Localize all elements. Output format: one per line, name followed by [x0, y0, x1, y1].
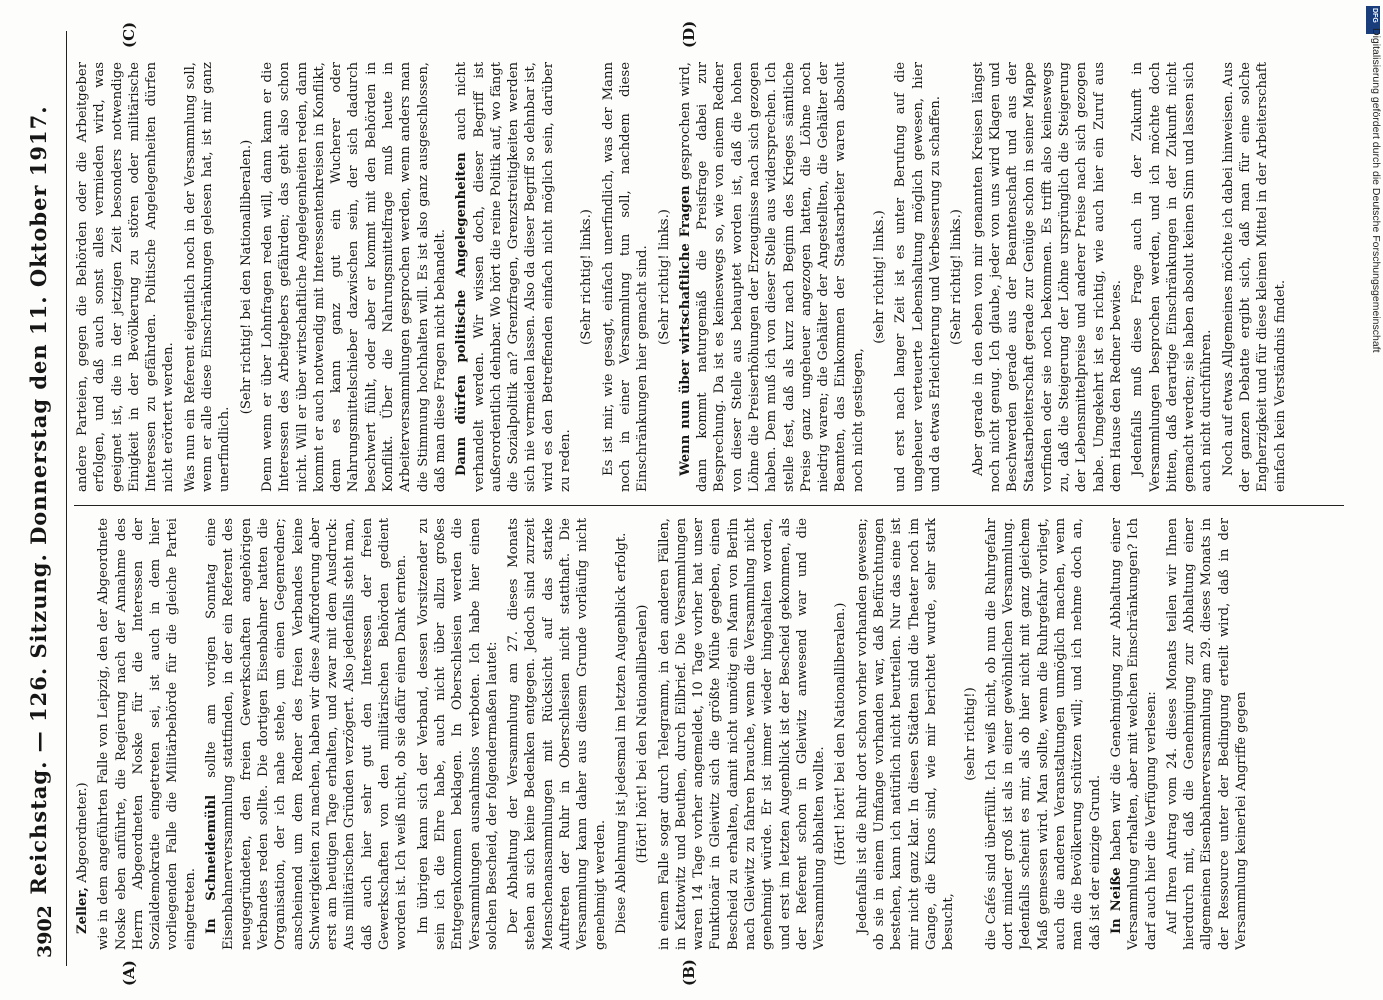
paragraph-text: Es ist mir, wie gesagt, einfach unerfindlich, was der Mann noch in einer Versammlung tun soll, nachdem diese Einschränkungen hier gemacht sind.	[600, 62, 651, 492]
paragraph-text: wie in dem angeführten Falle von Leipzig, den der Abgeordnete Noske eben anführte, die Regierung nach der Annahme des Herrn Abgeordneten Noske für die Interessen der Sozialdemokratie eingetreten sei, ist auch in dem hier vorliegenden Falle die Militärbehörde für die gleiche Partei eingetreten.	[96, 518, 198, 950]
paragraph-text: Abgeordneter.)	[75, 782, 90, 887]
paragraph-text: Jedenfalls ist die Ruhr dort schon vorher vorhanden gewesen; ob sie in einem Umfange vorhanden war, daß Befürchtungen bestehen, kann ich natürlich nicht beurteilen. Nur das eine ist mir nicht ganz klar. In diesen Städten sind die Theater noch im Gange, die Kinos sind, wie mir berichtet wurde, sehr stark besucht,	[854, 518, 957, 950]
interjection	[832, 518, 849, 950]
paragraph-text: sollte am vorigen Sonntag eine Eisenbahnerversammlung stattfinden, in der ein Referent des neugegründeten, den freien Gewerkschaften angehörigen Verbandes reden sollte. Die dortigen Eisenbahner hatten die Organisation, der ich nahe stehe, um einen Gegenredner; anscheinend um dem Redner des freien Verbandes keine Schwierigkeiten zu machen, haben wir diese Aufforderung aber erst am heutigen Tage erhalten, und zwar mit dem Ausdruck: Aus militärischen Gründen verzögert. Also jedenfalls steht man, daß auch hier sehr gut den Interessen der freien Gewerkschaften von den militärischen Behörden gedient worden ist. Ich weiß nicht, ob sie dafür einen Dank ernten.	[204, 518, 410, 950]
paragraph-text: Was nun ein Referent eigentlich noch in der Versammlung soll, wenn er alle diese Einschränkungen gelesen hat, ist mir ganz unerfindlich.	[182, 62, 233, 492]
interjection	[578, 62, 595, 492]
paragraph-text: in einem Falle sogar durch Telegramm, in den anderen Fällen, in Kattowitz und Beuthen, durch Eilbrief. Die Versammlungen waren 14 Tage vorher angemeldet, 10 Tage vorher hat unser Funktionär in Gleiwitz sich die größte Mühe gegeben, einen Bescheid zu erhalten, damit nicht unnötig ein Mann von Berlin nach Gleiwitz zu fahren brauche, wenn die Versammlung nicht genehmigt würde. Er ist immer wieder hingehalten worden, und erst im letzten Augenblick ist der Bescheid gekommen, als der Referent schon in Gleiwitz anwesend war und die Versammlung abhalten wollte.	[656, 518, 828, 950]
paragraph	[983, 518, 1104, 950]
emphasis: Zeller,	[75, 886, 90, 934]
paragraph	[505, 518, 609, 950]
paragraph	[1164, 518, 1250, 950]
paragraph-text: gesprochen wird, dann kommt naturgemäß die Preisfrage dabei zur Besprechung. Da ist es keineswegs so, wie von einem Redner von dieser Stelle aus behauptet worden ist, daß die hohen Löhne die Preiserhöhungen der Erzeugnisse nach sich gezogen haben. Dem muß ich von dieser Stelle aus widersprechen. Ich stelle fest, daß als kurz nach Beginn des Krieges sämtliche Preise ganz ungeheuer angezogen hatten, die Löhne noch niedrig waren; die Gehälter der Angestellten, die Gehälter der Beamten, das Einkommen der Staatsarbeiter waren absolut noch nicht gestiegen,	[677, 62, 866, 492]
paragraph-text: Denn wenn er über Lohnfragen reden will, dann kann er die Interessen des Arbeitgebers gefährden; das geht also schon nicht. Will er über wirtschaftliche Angelegenheiten reden, dann kommt er auch notwendig mit Interessentenkreisen in Konflikt, denn es kann ganz gut ein Wucherer oder Nahrungsmittelschieber dazwischen sein, der sich dadurch beschwert fühlt, oder aber er kommt mit den Behörden in Konflikt. Über die Nahrungsmittelfrage muß heute in Arbeiterversammlungen gesprochen werden, wenn anders man die Stimmung hochhalten will. Es ist also ganz ausgeschlossen, daß man diese Fragen nicht behandelt.	[259, 62, 448, 492]
paragraph	[854, 518, 958, 950]
left-column	[74, 518, 1354, 950]
interjection	[238, 62, 255, 492]
paragraph	[453, 62, 574, 492]
interjection	[871, 62, 888, 492]
right-column	[74, 62, 1354, 492]
paragraph	[203, 518, 411, 950]
paragraph-text: (Sehr richtig! links.)	[949, 209, 965, 345]
paragraph-text: (sehr richtig!)	[962, 687, 978, 781]
interjection	[948, 62, 965, 492]
paragraph-text: andere Parteien, gegen die Behörden oder die Arbeitgeber erfolgen, und daß auch sonst alles vermieden wird, was geeignet ist, die in der jetzigen Zeit besonders notwendige Einigkeit in der Bevölkerung zu stören oder militärische Interessen zu gefährden. Politische Angelegenheiten dürfen nicht erörtert werden.	[75, 62, 177, 492]
page-header	[12, 0, 72, 1000]
emphasis: Wenn nun über wirtschaftliche Fragen	[677, 185, 693, 476]
paragraph-text: Diese Ablehnung ist jedesmal im letzten Augenblick erfolgt.	[613, 532, 629, 934]
margin-marker-a: (A)	[120, 960, 138, 986]
paragraph	[95, 518, 199, 950]
margin-marker-d: (D)	[680, 20, 698, 48]
paragraph	[1108, 518, 1160, 950]
paragraph-text: (sehr richtig! links.)	[872, 210, 888, 344]
paragraph	[656, 518, 829, 950]
paragraph-text: Der Abhaltung der Versammlung am 27. dieses Monats stehen an sich keine Bedenken entgegen. Jedoch sind zurzeit Menschenansammlungen mit Rücksicht auf das starke Auftreten der Ruhr in Oberschlesien nicht statthaft. Die Versammlung kann daher aus diesem Grunde vorläufig nicht genehmigt werden.	[506, 518, 608, 950]
paragraph	[74, 62, 178, 492]
emphasis: In Schneidemühl	[204, 794, 220, 934]
paragraph-text: und erst nach langer Zeit ist es unter Berufung auf die ungeheuer verteuerte Lebenshaltung möglich gewesen, hier und da etwas Erleichterung und Verbesserung zu schaffen.	[893, 62, 943, 492]
paragraph-text: Jedenfalls muß diese Frage auch in der Zukunft in Versammlungen besprochen werden, und ich möchte doch bitten, daß derartige Einschränkungen in der Zukunft nicht gemacht werden; sie haben absolut keinen Sinn und lassen sich auch nicht durchführen.	[1130, 62, 1215, 492]
paragraph	[892, 62, 944, 492]
paragraph	[415, 518, 501, 950]
paragraph	[182, 62, 234, 492]
paragraph-text: Aber gerade in den eben von mir genannten Kreisen längst noch nicht genug. Ich glaube, jeder von uns wird Klagen und Beschwerden gerade aus der Beamtenschaft und aus der Staatsarbeiterschaft gerade zur Genüge schon in seiner Mappe vorfinden oder sie noch bekommen. Es trifft also keineswegs zu, daß die Steigerung der Löhne ursprünglich die Steigerung der Lebensmittelpreise und anderer Preise nach sich gezogen habe. Umgekehrt ist es richtig, wie auch hier ein Zuruf aus dem Hause den Redner bewies.	[970, 62, 1124, 492]
paragraph	[970, 62, 1126, 492]
margin-marker-b: (B)	[680, 959, 698, 986]
paragraph-text: Im übrigen kann sich der Verband, dessen Vorsitzender zu sein ich die Ehre habe, auch nicht über allzu großes Entgegenkommen beklagen. In Oberschlesien werden die Versammlungen ausnahmslos verboten. Ich habe hier einen solchen Bescheid, der folgendermaßen lautet:	[415, 518, 500, 950]
paragraph-text: Auf Ihren Antrag vom 24. dieses Monats teilen wir Ihnen hierdurch mit, daß die Genehmigung zur Abhaltung einer allgemeinen Eisenbahnerversammlung am 29. dieses Monats in der Ressource unter der Bedingung erteilt wird, daß in der Versammlung keinerlei Angriffe gegen	[1164, 518, 1249, 950]
paragraph	[259, 62, 449, 492]
paragraph-text: auch nicht verhandelt werden. Wir wissen doch, dieser Begriff ist außerordentlich dehnbar. Wo hört die reine Politik auf, wo fängt die Sozialpolitik an? Grenzfragen, Grenzstreitigkeiten werden sich nie vermeiden lassen. Also da dieser Begriff so dehnbar ist, wird es den Betreffenden einfach nicht möglich sein, darüber zu reden.	[454, 62, 574, 492]
dfg-logo: DFG	[1366, 6, 1380, 34]
interjection	[962, 518, 979, 950]
paragraph	[677, 62, 867, 492]
page-number: 3902	[34, 905, 56, 958]
digitization-credit: Digitalisierung gefördert durch die Deutsche Forschungsgemeinschaft	[1370, 28, 1382, 353]
margin-marker-c: (C)	[120, 21, 138, 48]
paragraph	[1220, 62, 1289, 492]
paragraph-text: (Sehr richtig! links.)	[579, 209, 595, 345]
paragraph	[613, 518, 630, 950]
column-separator	[74, 505, 1344, 506]
page-title: Reichstag. — 126. Sitzung. Donnerstag den 11. Oktober 1917.	[26, 105, 51, 895]
paragraph-text: (Hört! hört! bei den Nationalliberalen.)	[833, 602, 849, 866]
interjection	[634, 518, 651, 950]
paragraph	[74, 518, 91, 950]
paragraph-text: die Cafés sind überfüllt. Ich weiß nicht, ob nun die Ruhrgefahr dort minder groß ist als in einer gewöhnlichen Versammlung. Jedenfalls scheint es mir, als ob hier nicht mit ganz gleichem Maß gemessen wird. Man sollte, wenn die Ruhrgefahr vorliegt, auch die anderen Veranstaltungen unmöglich machen, wenn man die Bevölkerung schützen will; und ich nehme doch an, daß ist der einzige Grund.	[983, 518, 1103, 950]
paragraph-text: (Sehr richtig! links.)	[656, 209, 672, 345]
paragraph-text: Noch auf etwas Allgemeines möchte ich dabei hinweisen. Aus der ganzen Debatte ergibt sich, daß man für eine solche Engherzigkeit und für diese kleinen Mittel in der Arbeiterschaft einfach kein Verständnis findet.	[1220, 62, 1288, 492]
paragraph-text: (Sehr richtig! bei den Nationalliberalen.)	[238, 139, 254, 415]
emphasis: Dann dürfen politische Angelegenheiten	[454, 152, 470, 476]
paragraph-text: haben wir die Genehmigung zur Abhaltung einer Versammlung erhalten, aber mit welchen Einschränkungen? Ich darf auch hier die Verfügung verlesen:	[1108, 518, 1159, 950]
interjection	[656, 62, 673, 492]
header-rule	[66, 31, 67, 966]
paragraph	[1129, 62, 1215, 492]
paragraph	[600, 62, 652, 492]
paragraph-text: (Hört! hört! bei den Nationalliberalen)	[635, 604, 651, 864]
emphasis: In Neiße	[1108, 867, 1124, 934]
